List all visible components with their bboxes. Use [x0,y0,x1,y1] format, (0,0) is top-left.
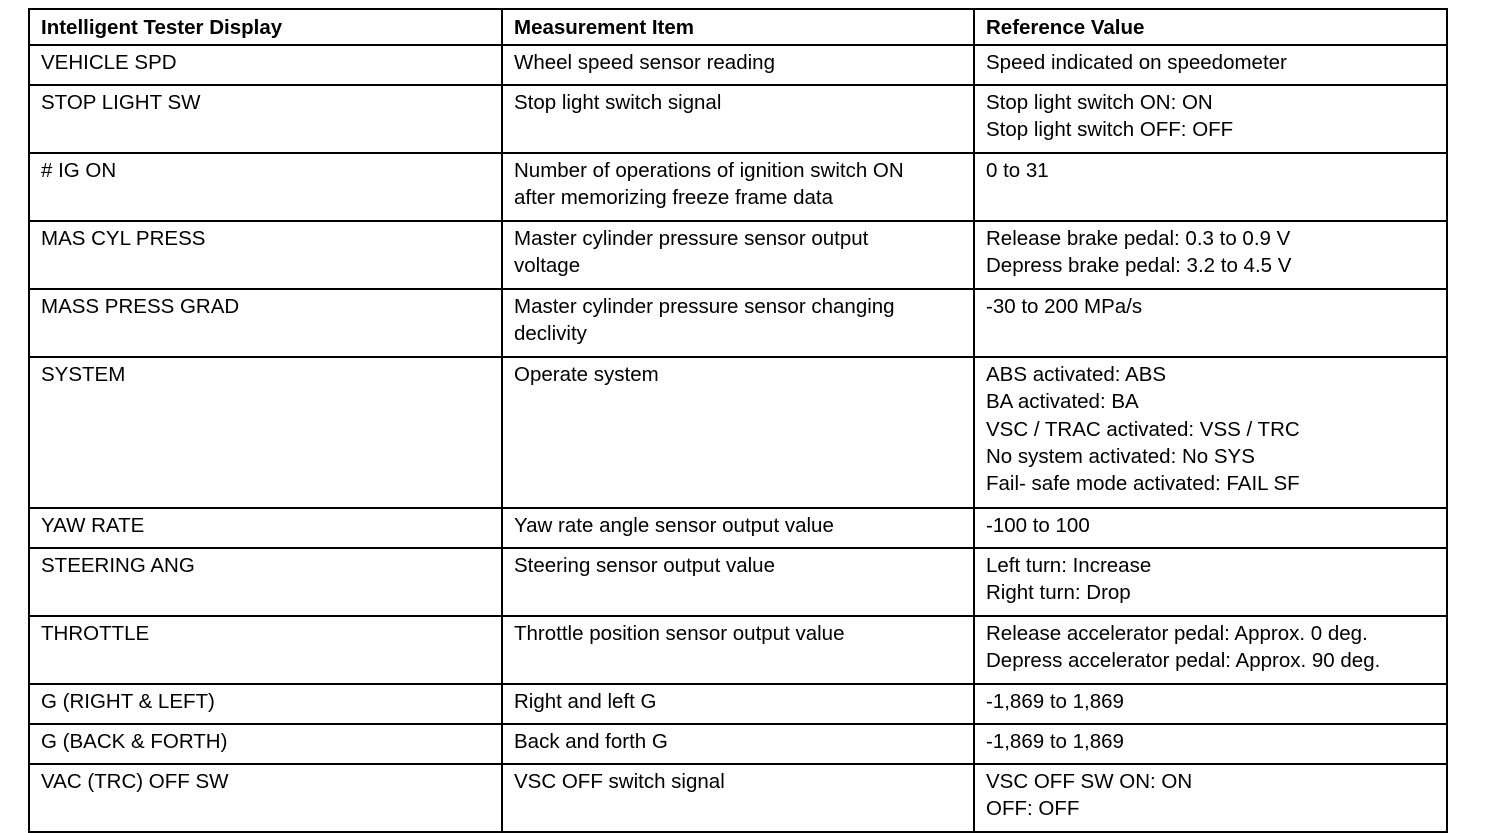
cell-display [29,548,502,616]
display-text: # IG ON [41,159,117,182]
cell-reference-value [974,508,1447,548]
table-row [29,221,1447,289]
cell-display [29,45,502,85]
cell-reference-value [974,764,1447,832]
measurement-item-line: Stop light switch signal [514,91,722,114]
cell-display [29,684,502,724]
header-reference-value: Reference Value [974,9,1447,45]
table-row [29,289,1447,357]
cell-reference-value [974,548,1447,616]
reference-value-line: -100 to 100 [986,514,1090,537]
cell-reference-value [974,45,1447,85]
display-text: VEHICLE SPD [41,51,177,74]
data-list-table-container [28,8,1446,833]
cell-measurement-item [502,45,974,85]
cell-display [29,764,502,832]
cell-display [29,221,502,289]
display-text: MASS PRESS GRAD [41,295,240,318]
reference-value-line: Fail- safe mode activated: FAIL SF [986,472,1300,496]
cell-measurement-item [502,616,974,684]
measurement-item-line: Throttle position sensor output value [514,622,845,645]
reference-value-line: -1,869 to 1,869 [986,730,1124,753]
display-text: STEERING ANG [41,554,195,577]
reference-value-line: No system activated: No SYS [986,444,1255,468]
cell-measurement-item [502,764,974,832]
cell-reference-value [974,616,1447,684]
reference-value-line: VSC OFF SW ON: ON [986,770,1193,793]
cell-display [29,616,502,684]
cell-display [29,724,502,764]
reference-value-line: Right turn: Drop [986,581,1131,605]
table-row [29,724,1447,764]
table-row [29,357,1447,508]
reference-value-line: 0 to 31 [986,159,1049,182]
data-list-table [28,8,1448,833]
display-text: SYSTEM [41,363,126,386]
reference-value-line: Speed indicated on speedometer [986,51,1287,74]
cell-reference-value [974,289,1447,357]
display-text: YAW RATE [41,514,145,537]
reference-value-line: ABS activated: ABS [986,363,1167,386]
cell-measurement-item [502,508,974,548]
measurement-item-line: after memorizing freeze frame data [514,186,834,210]
cell-measurement-item [502,684,974,724]
table-header-row [29,9,1447,45]
reference-value-line: Left turn: Increase [986,554,1152,577]
cell-reference-value [974,221,1447,289]
cell-display [29,85,502,153]
display-text: VAC (TRC) OFF SW [41,770,229,793]
table-row [29,764,1447,832]
cell-measurement-item [502,289,974,357]
cell-reference-value [974,724,1447,764]
header-display: Intelligent Tester Display [29,9,502,45]
table-row [29,85,1447,153]
table-row [29,548,1447,616]
cell-reference-value [974,684,1447,724]
reference-value-line: Stop light switch ON: ON [986,91,1213,114]
measurement-item-line: Back and forth G [514,730,668,753]
measurement-item-line: declivity [514,322,587,346]
cell-measurement-item [502,221,974,289]
measurement-item-line: Right and left G [514,690,657,713]
cell-display [29,357,502,508]
reference-value-line: -1,869 to 1,869 [986,690,1124,713]
measurement-item-line: Master cylinder pressure sensor changing [514,295,895,318]
reference-value-line: VSC / TRAC activated: VSS / TRC [986,417,1300,441]
cell-measurement-item [502,85,974,153]
table-row [29,616,1447,684]
reference-value-line: Depress brake pedal: 3.2 to 4.5 V [986,254,1292,278]
cell-display [29,508,502,548]
display-text: MAS CYL PRESS [41,227,206,250]
measurement-item-line: voltage [514,254,581,278]
measurement-item-line: VSC OFF switch signal [514,770,725,793]
reference-value-line: BA activated: BA [986,390,1139,414]
cell-reference-value [974,85,1447,153]
cell-measurement-item [502,548,974,616]
display-text: G (RIGHT & LEFT) [41,690,215,713]
table-row [29,684,1447,724]
table-row [29,153,1447,221]
measurement-item-line: Master cylinder pressure sensor output [514,227,869,250]
reference-value-line: OFF: OFF [986,797,1080,821]
table-row [29,508,1447,548]
measurement-item-line: Number of operations of ignition switch ON [514,159,904,182]
measurement-item-line: Operate system [514,363,659,386]
reference-value-line: Depress accelerator pedal: Approx. 90 deg. [986,649,1381,673]
cell-display [29,153,502,221]
reference-value-line: Release brake pedal: 0.3 to 0.9 V [986,227,1291,250]
table-row [29,45,1447,85]
table-body [29,45,1447,832]
measurement-item-line: Wheel speed sensor reading [514,51,775,74]
measurement-item-line: Yaw rate angle sensor output value [514,514,834,537]
cell-measurement-item [502,153,974,221]
cell-reference-value [974,153,1447,221]
reference-value-line: -30 to 200 MPa/s [986,295,1143,318]
display-text: STOP LIGHT SW [41,91,201,114]
cell-measurement-item [502,357,974,508]
reference-value-line: Stop light switch OFF: OFF [986,118,1234,142]
display-text: G (BACK & FORTH) [41,730,228,753]
cell-reference-value [974,357,1447,508]
display-text: THROTTLE [41,622,150,645]
cell-measurement-item [502,724,974,764]
header-measurement-item: Measurement Item [502,9,974,45]
measurement-item-line: Steering sensor output value [514,554,775,577]
reference-value-line: Release accelerator pedal: Approx. 0 deg. [986,622,1368,645]
cell-display [29,289,502,357]
